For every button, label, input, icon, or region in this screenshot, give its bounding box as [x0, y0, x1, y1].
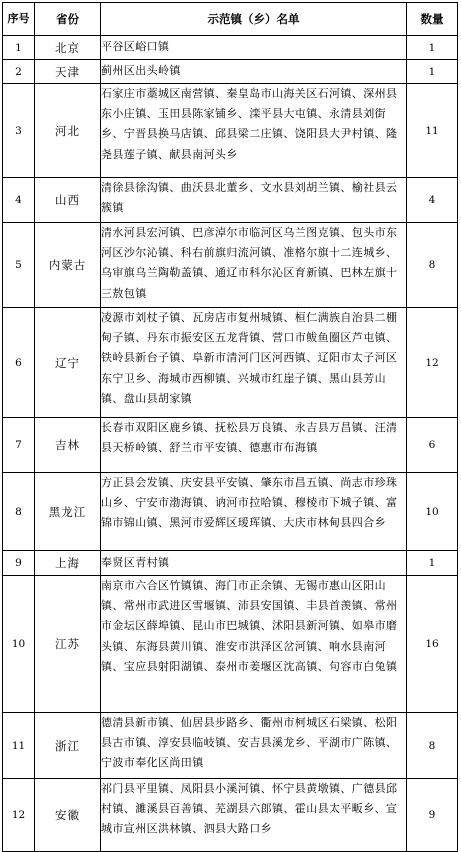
row-index: 8 — [3, 473, 35, 551]
row-count: 1 — [407, 551, 458, 576]
row-index: 6 — [3, 308, 35, 418]
row-towns: 平谷区峪口镇 — [101, 36, 407, 60]
table-header-row — [3, 3, 458, 36]
row-towns: 德清县新市镇、仙居县步路乡、衢州市柯城区石梁镇、松阳县古市镇、淳安县临岐镇、安吉县溪龙乡、平湖市广陈镇、宁波市奉化区尚田镇 — [101, 713, 407, 779]
row-province: 北京 — [35, 36, 101, 60]
row-towns: 清徐县徐沟镇、曲沃县北董乡、文水县刘胡兰镇、榆社县云簇镇 — [101, 178, 407, 223]
table-row — [3, 779, 458, 852]
table-row — [3, 713, 458, 779]
row-province: 浙江 — [35, 713, 101, 779]
demo-towns-table — [2, 2, 458, 852]
row-count: 11 — [407, 84, 458, 178]
row-towns: 蓟州区出头岭镇 — [101, 60, 407, 84]
row-index: 11 — [3, 713, 35, 779]
table-row — [3, 223, 458, 308]
header-index: 序号 — [3, 3, 35, 36]
header-count: 数量 — [407, 3, 458, 36]
row-count: 1 — [407, 36, 458, 60]
row-count: 8 — [407, 223, 458, 308]
row-index: 1 — [3, 36, 35, 60]
row-count: 1 — [407, 60, 458, 84]
row-index: 5 — [3, 223, 35, 308]
row-towns: 南京市六合区竹镇镇、海门市正余镇、无锡市惠山区阳山镇、常州市武进区雪堰镇、沛县安国镇、丰县首羡镇、常州市金坛区薛埠镇、昆山市巴城镇、沭阳县新河镇、如皋市磨头镇、东海县黄川镇、淮安市洪泽区岔河镇、响水县南河镇、宝应县射阳湖镇、泰州市姜堰区沈高镇、句容市白兔镇 — [101, 576, 407, 713]
table-row — [3, 576, 458, 713]
row-towns: 清水河县宏河镇、巴彦淖尔市临河区乌兰图克镇、包头市东河区沙尔沁镇、科右前旗归流河镇、准格尔旗十二连城乡、乌审旗乌兰陶勒盖镇、通辽市科尔沁区育新镇、巴林左旗十三敖包镇 — [101, 223, 407, 308]
header-province: 省份 — [35, 3, 101, 36]
row-count: 12 — [407, 308, 458, 418]
table-row — [3, 551, 458, 576]
row-province: 山西 — [35, 178, 101, 223]
table-row — [3, 60, 458, 84]
row-province: 内蒙古 — [35, 223, 101, 308]
row-index: 3 — [3, 84, 35, 178]
row-count: 10 — [407, 473, 458, 551]
row-count: 6 — [407, 418, 458, 473]
row-province: 上海 — [35, 551, 101, 576]
table-row — [3, 308, 458, 418]
row-province: 河北 — [35, 84, 101, 178]
row-count: 4 — [407, 178, 458, 223]
header-towns: 示范镇（乡）名单 — [101, 3, 407, 36]
row-province: 辽宁 — [35, 308, 101, 418]
row-count: 8 — [407, 713, 458, 779]
row-towns: 凌源市刘杖子镇、瓦房店市复州城镇、桓仁满族自治县二棚甸子镇、丹东市振安区五龙背镇、营口市鲅鱼圈区芦屯镇、铁岭县新台子镇、阜新市清河门区河西镇、辽阳市太子河区东宁卫乡、海城市西柳镇、兴城市红崖子镇、黑山县芳山镇、盘山县胡家镇 — [101, 308, 407, 418]
table-row — [3, 178, 458, 223]
row-index: 10 — [3, 576, 35, 713]
row-province: 吉林 — [35, 418, 101, 473]
row-towns: 方正县会发镇、庆安县平安镇、肇东市昌五镇、尚志市珍珠山乡、宁安市渤海镇、讷河市拉哈镇、穆棱市下城子镇、富锦市锦山镇、黑河市爱辉区瑷珲镇、大庆市林甸县四合乡 — [101, 473, 407, 551]
row-province: 黑龙江 — [35, 473, 101, 551]
row-towns: 石家庄市藁城区南营镇、秦皇岛市山海关区石河镇、深州县东小庄镇、玉田县陈家铺乡、滦平县大屯镇、永清县刘街乡、宁晋县换马店镇、邱县梁二庄镇、饶阳县大尹村镇、隆尧县莲子镇、献县南河头乡 — [101, 84, 407, 178]
row-province: 江苏 — [35, 576, 101, 713]
row-province: 天津 — [35, 60, 101, 84]
table-row — [3, 418, 458, 473]
row-index: 9 — [3, 551, 35, 576]
row-province: 安徽 — [35, 779, 101, 852]
row-count: 9 — [407, 779, 458, 852]
row-towns: 祁门县平里镇、凤阳县小溪河镇、怀宁县黄墩镇、广德县邱村镇、濉溪县百善镇、芜湖县六郎镇、霍山县太平畈乡、宣城市宣州区洪林镇、泗县大路口乡 — [101, 779, 407, 852]
row-count: 16 — [407, 576, 458, 713]
row-towns: 长春市双阳区鹿乡镇、抚松县万良镇、永吉县万昌镇、汪清县天桥岭镇、舒兰市平安镇、德惠市布海镇 — [101, 418, 407, 473]
row-index: 12 — [3, 779, 35, 852]
table-row — [3, 473, 458, 551]
row-index: 7 — [3, 418, 35, 473]
table-row — [3, 36, 458, 60]
row-index: 4 — [3, 178, 35, 223]
row-towns: 奉贤区青村镇 — [101, 551, 407, 576]
row-index: 2 — [3, 60, 35, 84]
table-row — [3, 84, 458, 178]
